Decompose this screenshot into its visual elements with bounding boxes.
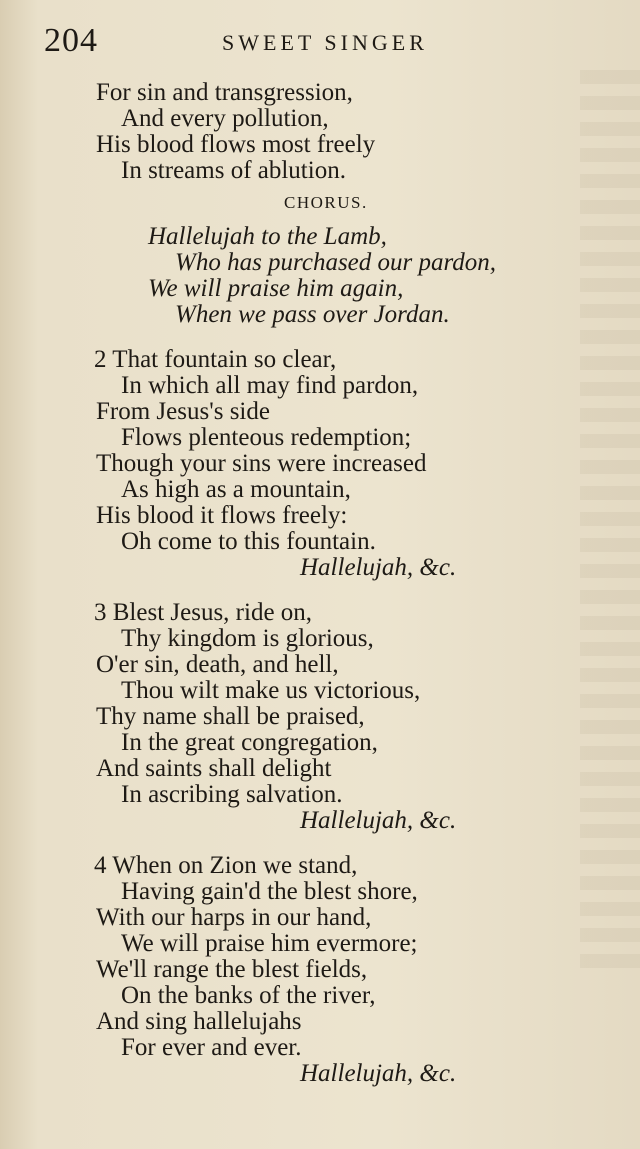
verse2-line-8: Oh come to this fountain. — [121, 528, 376, 555]
chorus-line-4: When we pass over Jordan. — [175, 301, 450, 328]
verse3-line-2: Thy kingdom is glorious, — [121, 625, 374, 652]
verse4-line-1: 4 When on Zion we stand, — [94, 852, 358, 879]
verse4-line-8: For ever and ever. — [121, 1034, 302, 1061]
chorus-heading: CHORUS. — [284, 193, 368, 212]
verse1-line-1: For sin and transgression, — [96, 79, 353, 106]
verse2-refrain: Hallelujah, &c. — [300, 554, 457, 581]
verse2-line-2: In which all may find pardon, — [121, 372, 419, 399]
verse3-line-6: In the great congregation, — [121, 729, 378, 756]
paper-show-through — [580, 70, 640, 970]
verse4-line-6: On the banks of the river, — [121, 982, 376, 1009]
verse3-line-3: O'er sin, death, and hell, — [96, 651, 339, 678]
chorus-line-2: Who has purchased our pardon, — [175, 249, 497, 276]
verse3-line-4: Thou wilt make us victorious, — [121, 677, 421, 704]
page-number: 204 — [44, 22, 98, 59]
verse4-refrain: Hallelujah, &c. — [300, 1060, 457, 1087]
verse1-line-4: In streams of ablution. — [121, 157, 346, 184]
verse1-line-2: And every pollution, — [121, 105, 329, 132]
verse2-line-7: His blood it flows freely: — [96, 502, 348, 529]
verse4-line-7: And sing hallelujahs — [96, 1008, 302, 1035]
verse3-refrain: Hallelujah, &c. — [300, 807, 457, 834]
chorus-line-3: We will praise him again, — [148, 275, 404, 302]
verse4-line-2: Having gain'd the blest shore, — [121, 878, 418, 905]
verse4-line-3: With our harps in our hand, — [96, 904, 372, 931]
running-title: SWEET SINGER — [222, 30, 428, 55]
verse3-line-8: In ascribing salvation. — [121, 781, 343, 808]
verse1-line-3: His blood flows most freely — [96, 131, 376, 158]
verse2-line-5: Though your sins were increased — [96, 450, 427, 477]
verse2-line-6: As high as a mountain, — [121, 476, 351, 503]
verse4-line-5: We'll range the blest fields, — [96, 956, 368, 983]
chorus-line-1: Hallelujah to the Lamb, — [148, 223, 387, 250]
verse3-line-1: 3 Blest Jesus, ride on, — [94, 599, 313, 626]
verse2-line-3: From Jesus's side — [96, 398, 270, 425]
verse3-line-5: Thy name shall be praised, — [96, 703, 365, 730]
verse3-line-7: And saints shall delight — [96, 755, 332, 782]
verse2-line-1: 2 That fountain so clear, — [94, 346, 337, 373]
verse4-line-4: We will praise him evermore; — [121, 930, 418, 957]
verse2-line-4: Flows plenteous redemption; — [121, 424, 412, 451]
